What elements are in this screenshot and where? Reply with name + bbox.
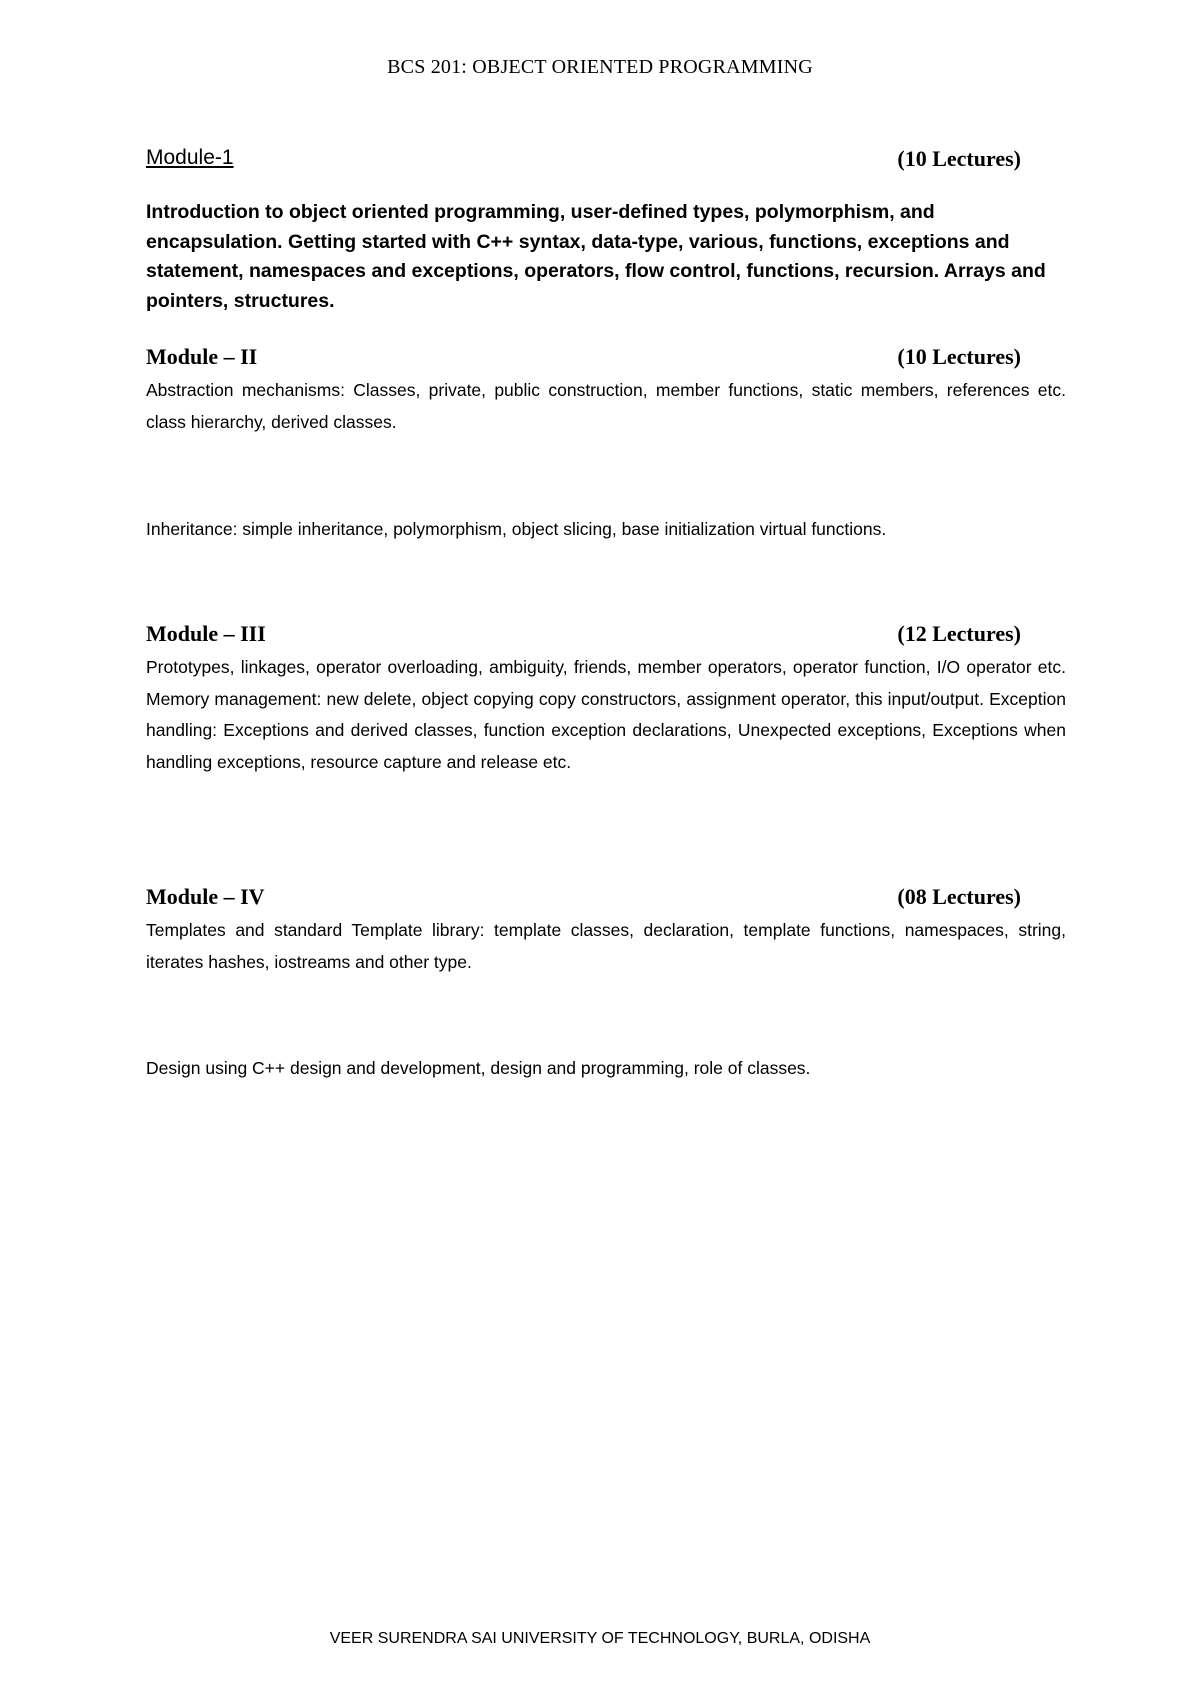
module-2-header xyxy=(146,344,1021,374)
module-4-lectures: (08 Lectures) xyxy=(897,884,1021,909)
module-4-title: Module – IV xyxy=(146,884,265,909)
document-title: BCS 201: OBJECT ORIENTED PROGRAMMING xyxy=(387,56,813,78)
module-3-lectures: (12 Lectures) xyxy=(897,621,1021,646)
module-4-header xyxy=(146,884,1021,914)
module-3-description: Prototypes, linkages, operator overloading, ambiguity, friends, member operators, operator function, I/O operator etc. Memory management: new delete, object copying copy constructors, assignment operator, this input/output. Exception handling: Exceptions and derived classes, function exception declarations, Unexpected exceptions, Exceptions when handling exceptions, resource capture and release etc. xyxy=(146,657,1066,772)
module-3-title: Module – III xyxy=(146,621,266,646)
module-2-description: Abstraction mechanisms: Classes, private, public construction, member functions, static members, references etc. class hierarchy, derived classes. xyxy=(146,380,1066,432)
module-3-header xyxy=(146,621,1021,651)
module-4-design: Design using C++ design and development, design and programming, role of classes. xyxy=(146,1058,811,1078)
page-footer: VEER SURENDRA SAI UNIVERSITY OF TECHNOLOGY, BURLA, ODISHA xyxy=(329,1630,871,1647)
module-1-header xyxy=(146,146,1021,176)
module-2-inheritance: Inheritance: simple inheritance, polymorphism, object slicing, base initialization virtual functions. xyxy=(146,519,887,539)
module-1-lectures: (10 Lectures) xyxy=(897,146,1021,171)
module-4-description: Templates and standard Template library: template classes, declaration, template functions, namespaces, string, iterates hashes, iostreams and other type. xyxy=(146,920,1066,972)
module-1-title: Module-1 xyxy=(146,146,234,169)
module-1-description: Introduction to object oriented programming, user-defined types, polymorphism, and encapsulation. Getting started with C++ syntax, data-type, various, functions, exceptions and statement, namespaces and exceptions, operators, flow control, functions, recursion. Arrays and pointers, structures. xyxy=(146,201,1046,312)
module-2-title: Module – II xyxy=(146,344,258,369)
module-2-lectures: (10 Lectures) xyxy=(897,344,1021,369)
